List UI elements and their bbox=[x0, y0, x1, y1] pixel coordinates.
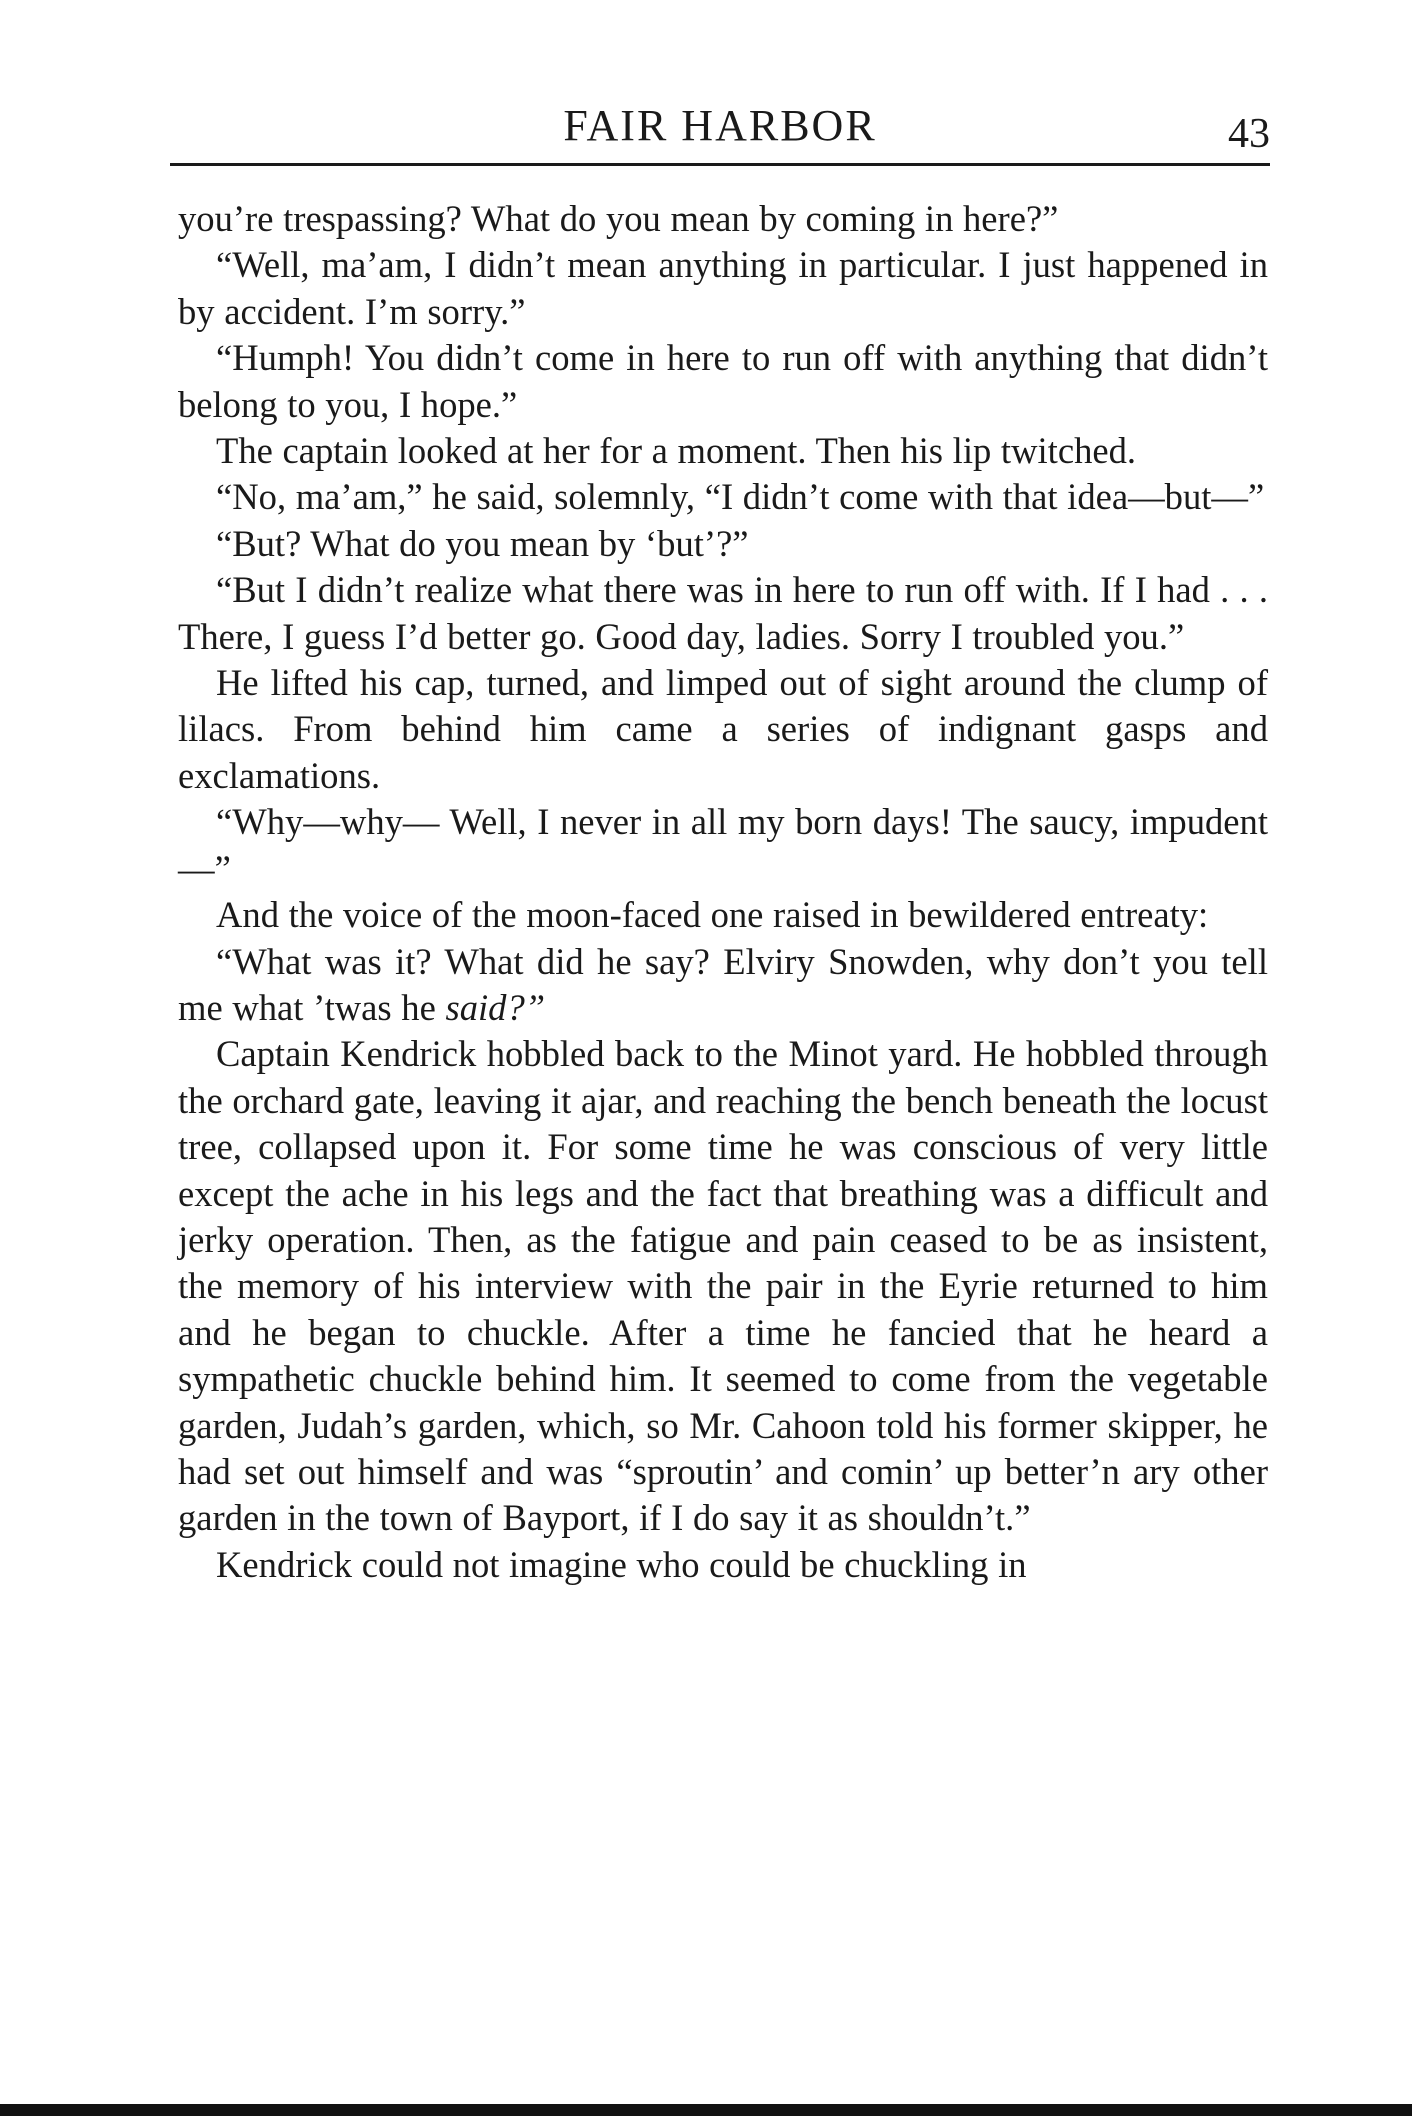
page-header bbox=[170, 100, 1270, 162]
paragraph: “Why—why— Well, I never in all my born days! The saucy, impudent—” bbox=[178, 801, 1268, 889]
paragraph: Captain Kendrick hobbled back to the Minot yard. He hobbled through the orchard gate, leaving it ajar, and reaching the bench beneath the locust tree, collapsed upon it. For some time he was conscious of very little except the ache in his legs and the fact that breathing was a difficult and jerky operation. Then, as the fatigue and pain ceased to be as insistent, the memory of his interview with the pair in the Eyrie returned to him and he began to chuckle. After a time he fancied that he heard a sympathetic chuckle behind him. It seemed to come from the vegetable garden, Judah’s garden, which, so Mr. Cahoon told his former skipper, he had set out himself and was “sproutin’ and comin’ up better’n ary other garden in the town of Bayport, if I do say it as shouldn’t.” bbox=[178, 1033, 1268, 1539]
italic-word: said?” bbox=[445, 986, 546, 1028]
paragraph: “But I didn’t realize what there was in here to run off with. If I had . . . There, I guess I’d better go. Good day, ladies. Sorry I troubled you.” bbox=[178, 569, 1268, 657]
paragraph: And the voice of the moon-faced one raised in bewildered entreaty: bbox=[216, 894, 1209, 936]
page-bottom-edge bbox=[0, 2104, 1412, 2116]
paragraph: He lifted his cap, turned, and limped out of sight around the clump of lilacs. From behind him came a series of indignant gasps and exclamations. bbox=[178, 662, 1268, 796]
running-head: FAIR HARBOR bbox=[563, 101, 877, 150]
paragraph: “Well, ma’am, I didn’t mean anything in particular. I just happened in by accident. I’m sorry.” bbox=[178, 244, 1268, 332]
paragraph: “Humph! You didn’t come in here to run off with anything that didn’t belong to you, I hope.” bbox=[178, 337, 1268, 425]
paragraph: The captain looked at her for a moment. Then his lip twitched. bbox=[216, 430, 1137, 472]
paragraph: “What was it? What did he say? Elviry Snowden, why don’t you tell me what ’twas he said?” bbox=[178, 940, 1268, 1028]
paragraph: “But? What do you mean by ‘but’?” bbox=[216, 522, 749, 564]
paragraph: you’re trespassing? What do you mean by coming in here?” bbox=[178, 198, 1059, 239]
paragraph: Kendrick could not imagine who could be chuckling in bbox=[216, 1543, 1027, 1585]
page-number: 43 bbox=[1228, 111, 1270, 157]
body-text bbox=[178, 196, 1268, 1588]
paragraph: “No, ma’am,” he said, solemnly, “I didn’t come with that idea—but—” bbox=[216, 476, 1265, 518]
header-rule bbox=[170, 163, 1270, 166]
